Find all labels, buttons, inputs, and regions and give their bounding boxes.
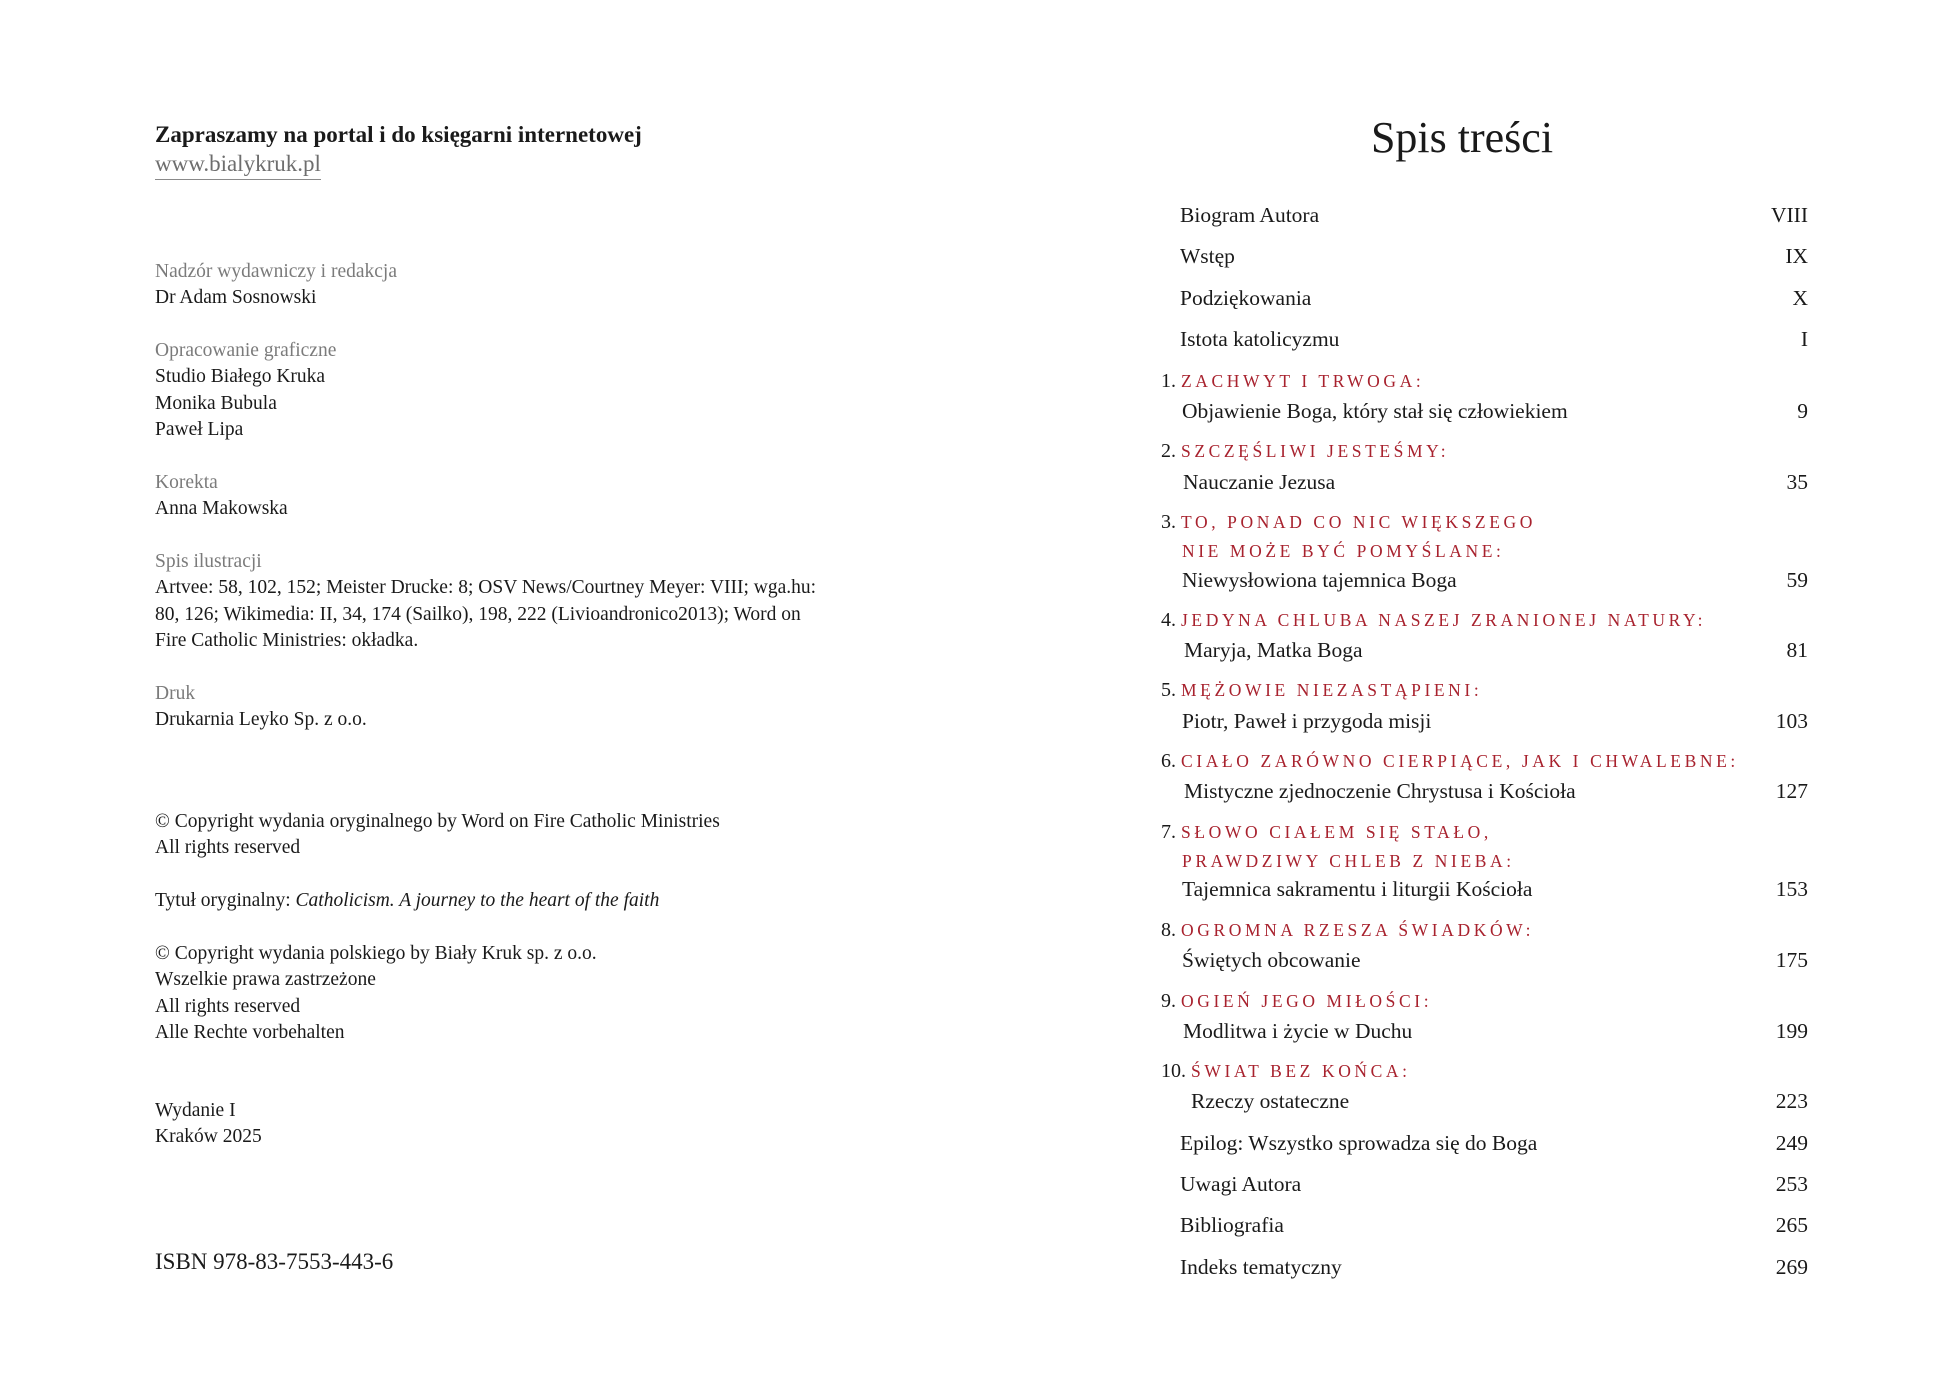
credit-value: Fire Catholic Ministries: okładka. — [155, 629, 419, 651]
edition-place-year: Kraków 2025 — [155, 1126, 262, 1148]
credit-proofreading — [155, 470, 288, 523]
credit-graphic-design — [155, 338, 336, 443]
copyright-line: Wszelkie prawa zastrzeżone — [155, 969, 376, 991]
chapter-number: 3. — [1161, 511, 1176, 533]
chapter-heading[interactable] — [1161, 437, 1449, 465]
toc-entry-title: Wstęp — [1180, 244, 1235, 268]
credit-value: Paweł Lipa — [155, 418, 244, 440]
toc-entry[interactable] — [975, 1086, 1949, 1116]
toc-entry[interactable] — [975, 241, 1949, 271]
toc-page-number: 253 — [1775, 1172, 1808, 1196]
chapter-heading[interactable] — [1161, 676, 1482, 704]
credit-value: Artvee: 58, 102, 152; Meister Drucke: 8; OSV News/Courtney Meyer: VIII; wga.hu: — [155, 577, 817, 599]
toc-entry[interactable] — [975, 1016, 1949, 1046]
chapter-title: JEDYNA CHLUBA NASZEJ ZRANIONEJ NATURY: — [1181, 610, 1707, 630]
chapter-number: 9. — [1161, 990, 1176, 1012]
credit-value: 80, 126; Wikimedia: II, 34, 174 (Sailko), 198, 222 (Livioandronico2013); Word on — [155, 603, 801, 625]
chapter-subtitle: Niewysłowiona tajemnica Boga — [1182, 568, 1457, 592]
chapter-title: ŚWIAT BEZ KOŃCA: — [1191, 1061, 1411, 1081]
chapter-heading[interactable] — [1161, 818, 1492, 846]
toc-entry-title: Uwagi Autora — [1180, 1172, 1302, 1196]
toc-entry-title: Biogram Autora — [1180, 203, 1320, 227]
credit-value: Dr Adam Sosnowski — [155, 287, 317, 309]
chapter-title: NIE MOŻE BYĆ POMYŚLANE: — [1182, 541, 1505, 561]
credit-value: Monika Bubula — [155, 392, 277, 414]
chapter-number: 10. — [1161, 1060, 1186, 1082]
toc-page-number: 81 — [1786, 638, 1808, 662]
copyright-line: © Copyright wydania polskiego by Biały Kruk sp. z o.o. — [155, 943, 597, 964]
chapter-title: OGROMNA RZESZA ŚWIADKÓW: — [1181, 920, 1535, 940]
chapter-title: PRAWDZIWY CHLEB Z NIEBA: — [1182, 851, 1515, 871]
original-title: Catholicism. A journey to the heart of the faith — [295, 890, 660, 911]
toc-page-number: 199 — [1775, 1019, 1808, 1043]
toc-entry-title: Bibliografia — [1180, 1213, 1284, 1237]
copyright-polish — [155, 941, 597, 1046]
toc-entry-title: Istota katolicyzmu — [1180, 327, 1340, 351]
chapter-heading[interactable] — [1161, 747, 1739, 775]
toc-entry[interactable] — [975, 1252, 1949, 1282]
chapter-title: CIAŁO ZARÓWNO CIERPIĄCE, JAK I CHWALEBNE: — [1181, 751, 1739, 771]
toc-page-number: 265 — [1775, 1213, 1808, 1237]
copyright-original — [155, 809, 720, 862]
toc-entry[interactable] — [975, 200, 1949, 230]
chapter-subtitle: Rzeczy ostateczne — [1191, 1089, 1350, 1113]
chapter-subtitle: Modlitwa i życie w Duchu — [1183, 1019, 1413, 1043]
credit-label: Opracowanie graficzne — [155, 340, 337, 361]
toc-page-number: 153 — [1775, 877, 1808, 901]
toc-page-number: I — [1800, 327, 1808, 351]
toc-entry[interactable] — [975, 565, 1949, 595]
portal-invitation: Zapraszamy na portal i do księgarni internetowej — [155, 122, 642, 147]
chapter-number: 4. — [1161, 609, 1176, 631]
credit-printing — [155, 681, 367, 734]
toc-entry[interactable] — [975, 945, 1949, 975]
isbn: ISBN 978-83-7553-443-6 — [155, 1249, 394, 1274]
credit-label: Korekta — [155, 472, 218, 493]
toc-entry-title: Indeks tematyczny — [1180, 1255, 1342, 1279]
chapter-subtitle: Maryja, Matka Boga — [1184, 638, 1363, 662]
chapter-heading[interactable] — [1161, 916, 1534, 944]
original-title-line — [155, 888, 659, 914]
toc-entry[interactable] — [975, 283, 1949, 313]
chapter-subtitle: Mistyczne zjednoczenie Chrystusa i Kościoła — [1184, 779, 1576, 803]
toc-page-number: VIII — [1770, 203, 1808, 227]
chapter-heading[interactable] — [1161, 508, 1536, 536]
credit-illustrations — [155, 549, 816, 654]
copyright-line: © Copyright wydania oryginalnego by Word on Fire Catholic Ministries — [155, 811, 720, 832]
chapter-number: 5. — [1161, 679, 1176, 701]
chapter-title: TO, PONAD CO NIC WIĘKSZEGO — [1181, 512, 1536, 532]
toc-entry[interactable] — [975, 1210, 1949, 1240]
chapter-heading[interactable] — [1161, 987, 1432, 1015]
toc-title: Spis treści — [1370, 113, 1554, 162]
chapter-number: 6. — [1161, 750, 1176, 772]
toc-page-number: X — [1792, 286, 1808, 310]
chapter-number: 8. — [1161, 919, 1176, 941]
toc-page-number: 127 — [1775, 779, 1808, 803]
chapter-title: SŁOWO CIAŁEM SIĘ STAŁO, — [1181, 822, 1492, 842]
toc-entry[interactable] — [975, 1169, 1949, 1199]
toc-entry[interactable] — [975, 874, 1949, 904]
chapter-subtitle: Objawienie Boga, który stał się człowiekiem — [1182, 399, 1568, 423]
toc-page-number: 59 — [1786, 568, 1808, 592]
chapter-heading-continued[interactable] — [1182, 537, 1504, 565]
copyright-line: All rights reserved — [155, 837, 301, 859]
chapter-heading[interactable] — [1161, 367, 1424, 395]
toc-page-number: 103 — [1775, 709, 1808, 733]
chapter-subtitle: Tajemnica sakramentu i liturgii Kościoła — [1182, 877, 1533, 901]
chapter-number: 1. — [1161, 370, 1176, 392]
chapter-subtitle: Świętych obcowanie — [1182, 948, 1361, 972]
copyright-line: All rights reserved — [155, 995, 301, 1017]
chapter-subtitle: Nauczanie Jezusa — [1183, 470, 1336, 494]
edition-number: Wydanie I — [155, 1100, 236, 1121]
toc-entry[interactable] — [975, 635, 1949, 665]
chapter-title: MĘŻOWIE NIEZASTĄPIENI: — [1181, 680, 1483, 700]
chapter-subtitle: Piotr, Paweł i przygoda misji — [1182, 709, 1432, 733]
toc-page-number: 249 — [1775, 1131, 1808, 1155]
chapter-heading[interactable] — [1161, 1057, 1411, 1085]
chapter-title: ZACHWYT I TRWOGA: — [1181, 371, 1425, 391]
table-of-contents-page — [975, 0, 1949, 1388]
credit-editorial — [155, 259, 397, 312]
copyright-line: Alle Rechte vorbehalten — [155, 1021, 345, 1043]
credit-label: Spis ilustracji — [155, 551, 262, 572]
toc-page-number: IX — [1785, 244, 1808, 268]
toc-entry[interactable] — [975, 324, 1949, 354]
toc-entry[interactable] — [975, 396, 1949, 426]
chapter-title: SZCZĘŚLIWI JESTEŚMY: — [1181, 441, 1450, 461]
toc-page-number: 35 — [1786, 470, 1808, 494]
website-link[interactable]: www.bialykruk.pl — [155, 150, 321, 180]
toc-entry[interactable] — [975, 1128, 1949, 1158]
original-title-label: Tytuł oryginalny: — [155, 890, 296, 911]
toc-entry[interactable] — [975, 467, 1949, 497]
chapter-title: OGIEŃ JEGO MIŁOŚCI: — [1181, 991, 1433, 1011]
credit-value: Drukarnia Leyko Sp. z o.o. — [155, 709, 367, 731]
toc-page-number: 175 — [1775, 948, 1808, 972]
toc-entry-title: Epilog: Wszystko sprowadza się do Boga — [1180, 1131, 1538, 1155]
chapter-number: 2. — [1161, 440, 1176, 462]
credit-label: Druk — [155, 683, 196, 704]
toc-page-number: 9 — [1797, 399, 1808, 423]
edition-info — [155, 1098, 262, 1151]
toc-page-number: 223 — [1775, 1089, 1808, 1113]
credit-label: Nadzór wydawniczy i redakcja — [155, 261, 398, 282]
toc-entry[interactable] — [975, 706, 1949, 736]
credit-value: Studio Białego Kruka — [155, 366, 326, 388]
toc-entry-title: Podziękowania — [1180, 286, 1312, 310]
chapter-heading[interactable] — [1161, 606, 1706, 634]
credit-value: Anna Makowska — [155, 498, 288, 520]
chapter-heading-continued[interactable] — [1182, 847, 1515, 875]
toc-entry[interactable] — [975, 776, 1949, 806]
toc-page-number: 269 — [1775, 1255, 1808, 1279]
chapter-number: 7. — [1161, 821, 1176, 843]
